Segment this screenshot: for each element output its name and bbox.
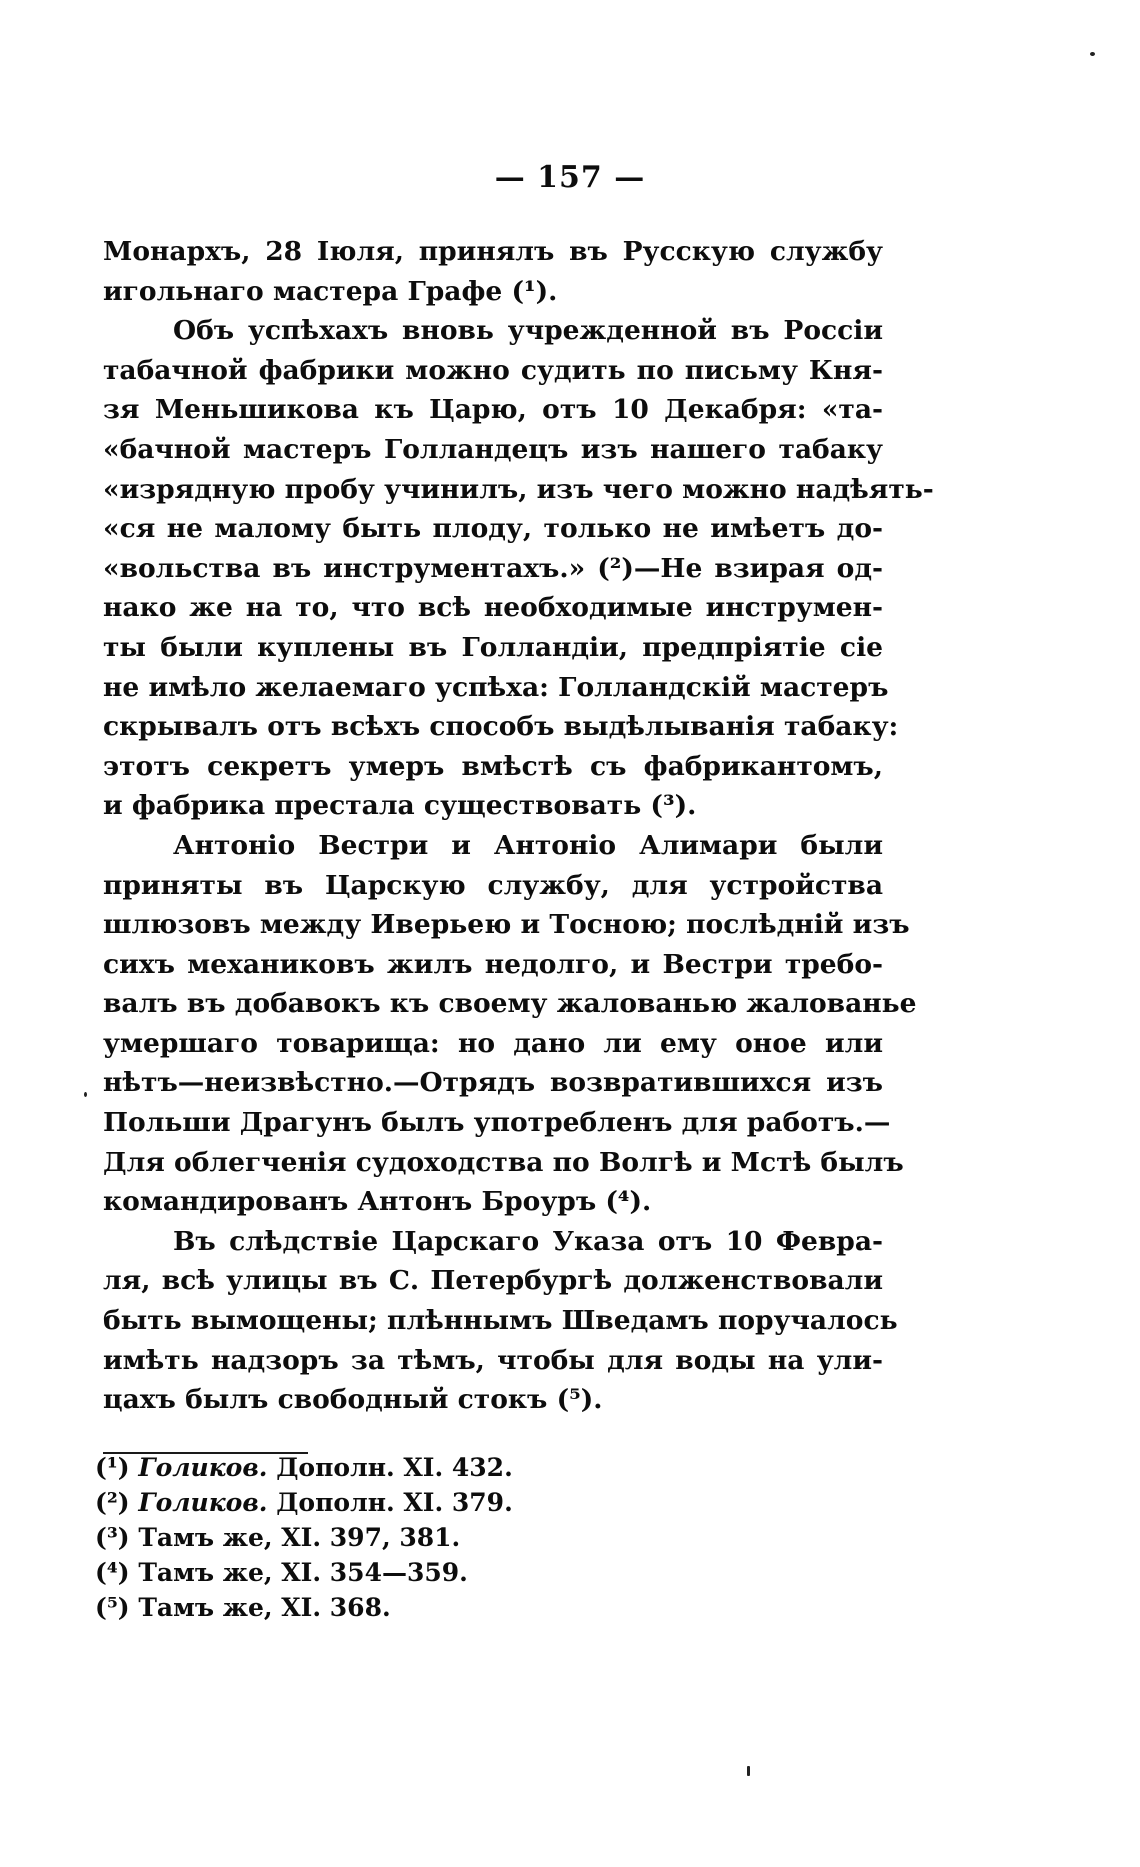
text-line: валъ въ добавокъ къ своему жалованью жалованье xyxy=(103,988,917,1020)
text-line: шлюзовъ между Иверьею и Тосною; послѣдній изъ xyxy=(103,909,910,941)
text-line: Въ слѣдствіе Царскаго Указа отъ 10 Февра- xyxy=(173,1225,883,1257)
footnote xyxy=(95,1555,695,1590)
text-line: ты были куплены въ Голландіи, предпріятіе сіе xyxy=(103,631,883,663)
text-line: Объ успѣхахъ вновь учрежденной въ Россіи xyxy=(173,315,883,347)
text-line: цахъ былъ свободный стокъ (⁵). xyxy=(103,1384,603,1416)
footnote-mark: (⁵) xyxy=(95,1593,130,1622)
footnote-text: Тамъ же, XI. 397, 381. xyxy=(138,1523,461,1552)
page-number: — 157 — xyxy=(494,160,646,195)
scan-speck xyxy=(84,1092,87,1097)
footnote-source: Голиков. xyxy=(138,1488,268,1517)
text-line: командированъ Антонъ Броуръ (⁴). xyxy=(103,1186,652,1218)
footnote-text: Дополн. XI. 432. xyxy=(276,1453,513,1482)
text-line: этотъ секретъ умеръ вмѣстѣ съ фабрикантомъ, xyxy=(103,750,883,782)
text-line: нако же на то, что всѣ необходимые инструмен- xyxy=(103,592,883,624)
paragraph-4 xyxy=(103,1222,898,1420)
text-line: и фабрика престала существовать (³). xyxy=(103,790,697,822)
text-line: Польши Драгунъ былъ употребленъ для работъ.— xyxy=(103,1107,891,1139)
scan-speck xyxy=(1090,52,1095,56)
footnote-mark: (³) xyxy=(95,1523,130,1552)
text-line: скрывалъ отъ всѣхъ способъ выдѣлыванія табаку: xyxy=(103,711,899,743)
footnote-mark: (²) xyxy=(95,1488,130,1517)
footnote-text: Тамъ же, XI. 354—359. xyxy=(138,1558,468,1587)
footnote-mark: (¹) xyxy=(95,1453,130,1482)
text-line: Монархъ, 28 Іюля, принялъ въ Русскую службу xyxy=(103,236,883,267)
text-line: игольнаго мастера Графе (¹). xyxy=(103,275,558,307)
text-line: приняты въ Царскую службу, для устройства xyxy=(103,869,883,901)
footnote-text: Тамъ же, XI. 368. xyxy=(138,1593,391,1622)
paragraph-1 xyxy=(103,232,883,311)
scan-speck xyxy=(747,1766,750,1776)
footnotes xyxy=(95,1450,695,1625)
footnote xyxy=(95,1485,695,1520)
body-text xyxy=(103,232,934,1420)
footnote xyxy=(95,1520,695,1555)
text-line: «вольства въ инструментахъ.» (²)—Не взирая од- xyxy=(103,552,883,584)
text-line: нѣтъ—неизвѣстно.—Отрядъ возвратившихся изъ xyxy=(103,1067,883,1099)
text-line: сихъ механиковъ жилъ недолго, и Вестри требо- xyxy=(103,948,883,980)
text-line: «ся не малому быть плоду, только не имѣетъ до- xyxy=(103,513,883,545)
footnote-source: Голиков. xyxy=(138,1453,268,1482)
paragraph-2 xyxy=(103,311,934,826)
footnote xyxy=(95,1450,695,1485)
footnote xyxy=(95,1590,695,1625)
text-line: быть вымощены; плѣннымъ Шведамъ поручалось xyxy=(103,1305,898,1337)
text-line: ля, всѣ улицы въ С. Петербургѣ долженствовали xyxy=(103,1265,883,1297)
text-line: имѣть надзоръ за тѣмъ, чтобы для воды на ули- xyxy=(103,1344,883,1376)
text-line: Антоніо Вестри и Антоніо Алимари были xyxy=(173,829,883,861)
footnote-text: Дополн. XI. 379. xyxy=(276,1488,513,1517)
footnote-mark: (⁴) xyxy=(95,1558,130,1587)
text-line: не имѣло желаемаго успѣха: Голландскій мастеръ xyxy=(103,671,889,703)
text-line: Для облегченія судоходства по Волгѣ и Мстѣ былъ xyxy=(103,1146,904,1178)
text-line: табачной фабрики можно судить по письму Кня- xyxy=(103,354,883,386)
paragraph-3 xyxy=(103,826,917,1222)
text-line: «бачной мастеръ Голландецъ изъ нашего табаку xyxy=(103,433,883,465)
text-line: умершаго товарища: но дано ли ему оное или xyxy=(103,1027,883,1059)
text-line: «изрядную пробу учинилъ, изъ чего можно надѣять- xyxy=(103,473,934,505)
text-line: зя Меньшикова къ Царю, отъ 10 Декабря: «та- xyxy=(103,394,883,426)
